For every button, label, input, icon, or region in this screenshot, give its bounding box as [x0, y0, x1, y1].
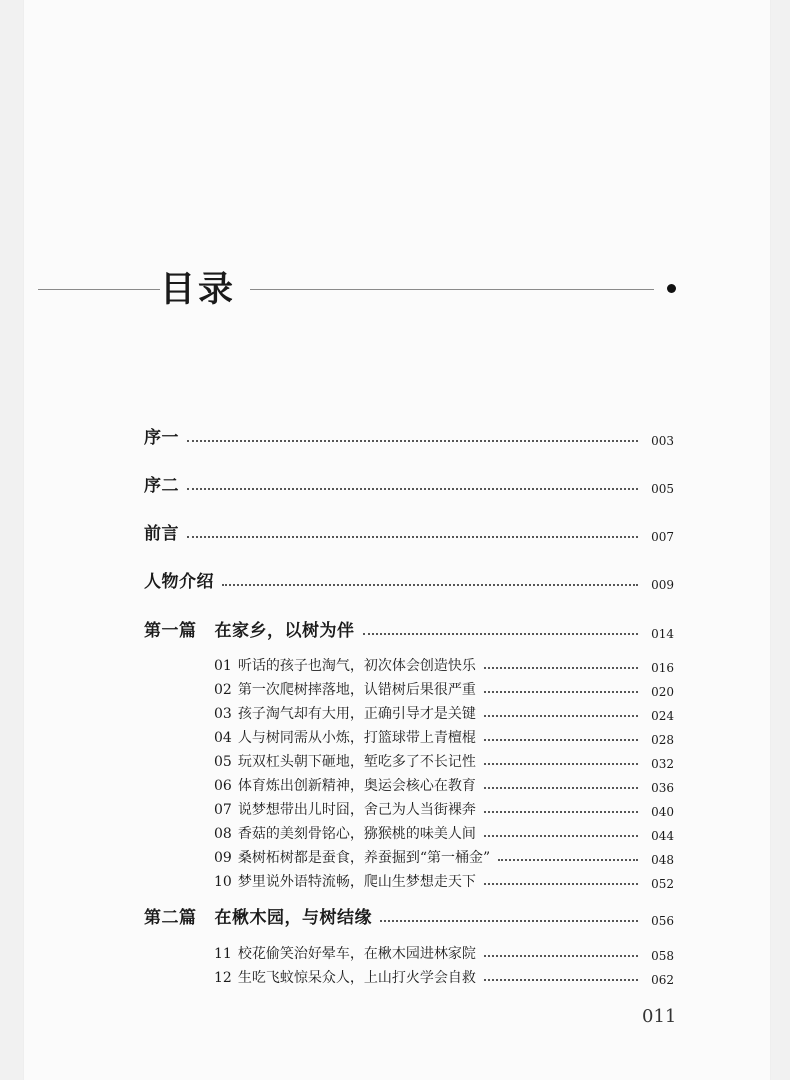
chapter-page: 044: [651, 829, 674, 843]
chapter-title: 梦里说外语特流畅，爬山生梦想走天下: [237, 874, 476, 890]
book-page: [24, 0, 770, 1080]
chapter-number: 06: [214, 778, 232, 794]
toc-entry-label: 前言: [144, 524, 179, 544]
dot-leader: [484, 787, 638, 789]
dot-leader: [380, 920, 638, 922]
chapter-title: 桑树柘树都是蚕食，养蚕掘到“第一桶金”: [237, 850, 491, 866]
chapter-label: [214, 751, 476, 771]
chapter-number: 03: [214, 706, 232, 722]
chapter-page: 032: [651, 757, 674, 771]
chapter-title: 说梦想带出儿时囧，舍己为人当街裸奔: [237, 802, 476, 818]
dot-leader: [222, 584, 638, 586]
page-title: 目录: [160, 269, 237, 310]
chapter-page: 036: [651, 781, 674, 795]
chapter-page: 024: [651, 709, 674, 723]
toc-chapter-07[interactable]: [214, 795, 674, 819]
chapter-page: 058: [651, 949, 674, 963]
chapter-title: 校花偷笑治好晕车，在楸木园进林家院: [237, 946, 476, 962]
chapter-page: 020: [651, 685, 674, 699]
toc-part-2[interactable]: [144, 904, 674, 928]
toc-part-label: [144, 616, 355, 641]
toc-entry-qianyan[interactable]: [144, 520, 674, 544]
heading-dot: [667, 284, 676, 293]
chapter-label: [214, 679, 476, 699]
toc-chapter-02[interactable]: [214, 675, 674, 699]
chapter-page: 048: [651, 853, 674, 867]
toc-chapter-08[interactable]: [214, 819, 674, 843]
chapter-label: [214, 799, 476, 819]
toc-chapter-01[interactable]: [214, 651, 674, 675]
toc-chapter-06[interactable]: [214, 771, 674, 795]
dot-leader: [484, 883, 638, 885]
chapter-page: 040: [651, 805, 674, 819]
dot-leader: [484, 739, 638, 741]
toc-chapter-12[interactable]: [214, 963, 674, 987]
dot-leader: [363, 633, 639, 635]
toc-entry-page: 009: [651, 578, 674, 592]
toc-entry-xu-er[interactable]: [144, 472, 674, 496]
chapter-label: [214, 655, 476, 675]
toc-part-label: [144, 903, 372, 928]
toc-entry-page: 005: [651, 482, 674, 496]
part-number: 第一篇: [144, 621, 197, 641]
chapter-label: [214, 967, 476, 987]
toc-heading: [24, 262, 770, 322]
dot-leader: [187, 488, 638, 490]
chapter-title: 玩双杠头朝下砸地，堑吃多了不长记性: [237, 754, 476, 770]
dot-leader: [484, 691, 638, 693]
chapter-label: [214, 871, 476, 891]
chapter-page: 028: [651, 733, 674, 747]
chapter-number: 04: [214, 730, 232, 746]
part-title: 在楸木园，与树结缘: [214, 908, 372, 928]
part-title: 在家乡，以树为伴: [214, 621, 355, 641]
dot-leader: [187, 536, 638, 538]
page-number: 011: [642, 1006, 677, 1027]
chapter-label: [214, 703, 476, 723]
toc-entry-page: 007: [651, 530, 674, 544]
chapter-page: 062: [651, 973, 674, 987]
toc-chapter-04[interactable]: [214, 723, 674, 747]
chapter-label: [214, 727, 476, 747]
dot-leader: [484, 835, 638, 837]
toc-entry-label: 序二: [144, 476, 179, 496]
chapter-number: 07: [214, 802, 232, 818]
chapter-label: [214, 943, 476, 963]
chapter-title: 第一次爬树摔落地，认错树后果很严重: [237, 682, 476, 698]
heading-rule-left: [38, 289, 160, 290]
toc-chapter-10[interactable]: [214, 867, 674, 891]
toc-chapter-09[interactable]: [214, 843, 674, 867]
dot-leader: [484, 979, 638, 981]
dot-leader: [484, 955, 638, 957]
chapter-title: 人与树同需从小炼，打篮球带上青檀棍: [237, 730, 476, 746]
chapter-page: 052: [651, 877, 674, 891]
chapter-number: 11: [214, 946, 232, 962]
chapter-page: 016: [651, 661, 674, 675]
chapter-label: [214, 847, 490, 867]
toc-part-1[interactable]: [144, 617, 674, 641]
dot-leader: [484, 715, 638, 717]
chapter-number: 09: [214, 850, 232, 866]
dot-leader: [187, 440, 638, 442]
toc-chapter-11[interactable]: [214, 939, 674, 963]
dot-leader: [484, 811, 638, 813]
toc-chapter-05[interactable]: [214, 747, 674, 771]
dot-leader: [498, 859, 638, 861]
chapter-number: 05: [214, 754, 232, 770]
toc-entry-label: 序一: [144, 428, 179, 448]
chapter-title: 生吃飞蚊惊呆众人，上山打火学会自救: [237, 970, 476, 986]
toc-entry-characters[interactable]: [144, 568, 674, 592]
toc-part-page: 014: [651, 627, 674, 641]
chapter-title: 体育炼出创新精神，奥运会核心在教育: [237, 778, 476, 794]
toc-part-page: 056: [651, 914, 674, 928]
toc-entry-page: 003: [651, 434, 674, 448]
chapter-title: 香菇的美刻骨铭心，猕猴桃的味美人间: [237, 826, 476, 842]
chapter-label: [214, 775, 476, 795]
chapter-number: 12: [214, 970, 232, 986]
toc-entry-label: 人物介绍: [144, 572, 214, 592]
chapter-number: 08: [214, 826, 232, 842]
chapter-title: 孩子淘气却有大用，正确引导才是关键: [237, 706, 476, 722]
toc-chapter-03[interactable]: [214, 699, 674, 723]
chapter-label: [214, 823, 476, 843]
chapter-number: 10: [214, 874, 232, 890]
heading-rule-right: [250, 289, 654, 290]
chapter-number: 01: [214, 658, 232, 674]
dot-leader: [484, 763, 638, 765]
dot-leader: [484, 667, 638, 669]
toc-entry-xu-yi[interactable]: [144, 424, 674, 448]
part-number: 第二篇: [144, 908, 197, 928]
chapter-title: 听话的孩子也淘气，初次体会创造快乐: [237, 658, 476, 674]
chapter-number: 02: [214, 682, 232, 698]
